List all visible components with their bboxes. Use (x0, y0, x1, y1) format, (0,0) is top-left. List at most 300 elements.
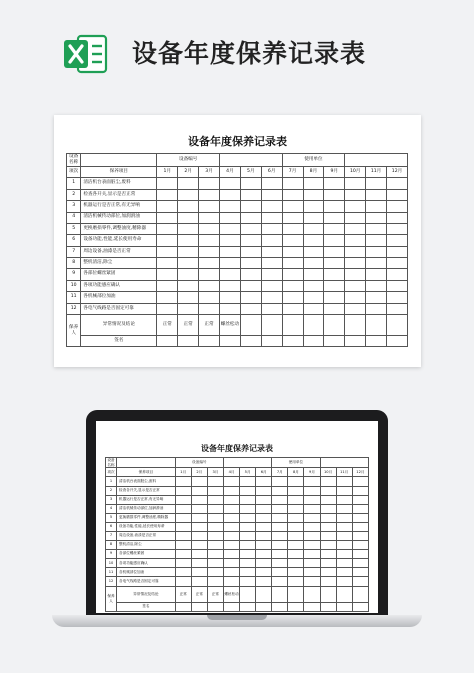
table-cell (324, 292, 345, 303)
item-description: 各项功能感应确认 (117, 559, 176, 568)
table-cell (303, 201, 324, 212)
item-number: 2 (67, 189, 81, 200)
table-cell (272, 559, 288, 568)
table-cell (282, 336, 303, 347)
table-cell (220, 154, 283, 167)
table-cell (261, 189, 282, 200)
table-cell (157, 178, 178, 189)
table-cell (199, 212, 220, 223)
table-cell (336, 477, 352, 486)
table-cell (117, 458, 176, 468)
month-header: 7月 (282, 166, 303, 177)
table-cell (191, 495, 207, 504)
table-row (106, 504, 369, 513)
table-row (67, 280, 408, 291)
laptop-notch (207, 615, 267, 620)
table-cell (272, 477, 288, 486)
table-cell (240, 603, 256, 612)
table-cell (336, 541, 352, 550)
table-cell (324, 201, 345, 212)
item-number: 10 (67, 280, 81, 291)
table-cell (157, 212, 178, 223)
table-cell (320, 486, 336, 495)
item-number: 12 (67, 303, 81, 314)
table-cell (256, 513, 272, 522)
table-cell (220, 201, 241, 212)
table-cell (178, 223, 199, 234)
table-cell (304, 532, 320, 541)
table-cell (352, 504, 368, 513)
table-cell (199, 178, 220, 189)
table-cell (320, 477, 336, 486)
table-cell (352, 550, 368, 559)
table-row (106, 477, 369, 486)
page-header (0, 0, 474, 100)
table-cell (304, 550, 320, 559)
table-cell (304, 541, 320, 550)
table-row (67, 189, 408, 200)
table-cell (272, 550, 288, 559)
table-cell (336, 504, 352, 513)
table-cell (282, 212, 303, 223)
table-cell (387, 223, 408, 234)
table-cell (336, 586, 352, 603)
month-header: 4月 (223, 468, 239, 477)
table-cell (387, 212, 408, 223)
table-cell (256, 603, 272, 612)
table-cell (261, 212, 282, 223)
staff-label: 保养人 (106, 586, 117, 611)
table-cell (366, 303, 387, 314)
month-header: 10月 (345, 166, 366, 177)
table-cell (304, 495, 320, 504)
table-cell (207, 568, 223, 577)
table-cell (220, 292, 241, 303)
item-description: 设备功能,性能,延长使用寿命 (81, 235, 157, 246)
table-cell (261, 315, 282, 336)
table-cell (324, 336, 345, 347)
table-cell (175, 513, 191, 522)
table-cell (256, 495, 272, 504)
table-cell (320, 504, 336, 513)
table-cell (157, 336, 178, 347)
month-header: 6月 (256, 468, 272, 477)
table-cell (175, 541, 191, 550)
table-cell (324, 223, 345, 234)
table-cell (191, 477, 207, 486)
table-cell (304, 513, 320, 522)
table-cell (320, 458, 368, 468)
table-cell (191, 513, 207, 522)
page-title: 设备年度保养记录表 (132, 39, 367, 68)
table-cell (220, 303, 241, 314)
item-description: 整机清洁,除尘 (117, 541, 176, 550)
table-cell (199, 280, 220, 291)
table-cell (303, 292, 324, 303)
table-cell (261, 235, 282, 246)
month-header: 9月 (324, 166, 345, 177)
item-description: 各部位螺丝紧固 (117, 550, 176, 559)
table-cell (320, 559, 336, 568)
table-cell (336, 559, 352, 568)
table-cell (272, 513, 288, 522)
table-cell (240, 477, 256, 486)
table-cell (320, 603, 336, 612)
table-cell (288, 477, 304, 486)
table-cell (324, 280, 345, 291)
table-cell (256, 486, 272, 495)
table-cell (157, 201, 178, 212)
table-cell (220, 280, 241, 291)
table-cell (320, 513, 336, 522)
table-cell (223, 541, 239, 550)
table-cell (345, 235, 366, 246)
table-cell (303, 178, 324, 189)
item-description: 检查各开关,显示是否正常 (117, 486, 176, 495)
table-cell (223, 522, 239, 531)
month-header: 12月 (387, 166, 408, 177)
table-cell (336, 550, 352, 559)
table-cell (223, 532, 239, 541)
table-row (67, 292, 408, 303)
table-cell (272, 586, 288, 603)
table-cell (366, 246, 387, 257)
table-cell (352, 577, 368, 586)
table-cell (223, 513, 239, 522)
table-cell (207, 603, 223, 612)
item-number: 3 (67, 201, 81, 212)
table-cell (345, 246, 366, 257)
table-row (67, 258, 408, 269)
item-description: 各项功能感应确认 (81, 280, 157, 291)
table-cell (366, 336, 387, 347)
item-number: 11 (106, 568, 117, 577)
table-cell (345, 154, 408, 167)
table-cell (207, 522, 223, 531)
month-header: 5月 (240, 468, 256, 477)
column-header-row (106, 468, 369, 477)
table-cell (223, 458, 271, 468)
table-cell (240, 522, 256, 531)
table-cell (387, 336, 408, 347)
table-cell (81, 154, 157, 167)
table-row (106, 550, 369, 559)
col-no-header: 项次 (106, 468, 117, 477)
month-header: 4月 (220, 166, 241, 177)
table-cell (282, 178, 303, 189)
table-cell (256, 577, 272, 586)
table-cell (352, 541, 368, 550)
table-cell (303, 336, 324, 347)
table-cell (175, 504, 191, 513)
table-cell (366, 315, 387, 336)
table-cell (207, 577, 223, 586)
table-cell (261, 223, 282, 234)
table-cell (366, 235, 387, 246)
table-cell (303, 223, 324, 234)
table-cell (345, 292, 366, 303)
month-header: 8月 (288, 468, 304, 477)
table-cell (157, 269, 178, 280)
month-header: 2月 (178, 166, 199, 177)
table-cell (272, 532, 288, 541)
table-cell (240, 269, 261, 280)
table-cell (320, 550, 336, 559)
table-cell (352, 568, 368, 577)
table-cell (178, 235, 199, 246)
table-row (67, 178, 408, 189)
status-normal: 正常 (207, 586, 223, 603)
table-cell (240, 223, 261, 234)
table-cell (199, 235, 220, 246)
header-row (67, 154, 408, 167)
table-row (106, 568, 369, 577)
table-cell (324, 315, 345, 336)
table-cell (157, 223, 178, 234)
table-cell (320, 568, 336, 577)
status-normal: 正常 (175, 586, 191, 603)
table-cell (336, 603, 352, 612)
table-cell (220, 235, 241, 246)
status-loose: 螺丝松动 (220, 315, 241, 336)
month-header: 9月 (304, 468, 320, 477)
table-cell (366, 258, 387, 269)
table-cell (366, 201, 387, 212)
table-cell (324, 178, 345, 189)
item-number: 12 (106, 577, 117, 586)
table-cell (220, 269, 241, 280)
status-normal: 正常 (178, 315, 199, 336)
item-description: 设备功能,性能,延长使用寿命 (117, 522, 176, 531)
item-description: 周边设备,油漆是否正常 (81, 246, 157, 257)
month-header: 5月 (240, 166, 261, 177)
table-cell (223, 559, 239, 568)
table-cell (175, 532, 191, 541)
table-cell (366, 223, 387, 234)
table-cell (178, 189, 199, 200)
table-cell (387, 269, 408, 280)
table-cell (199, 189, 220, 200)
table-cell (178, 212, 199, 223)
table-cell (240, 577, 256, 586)
table-cell (207, 477, 223, 486)
month-header: 12月 (352, 468, 368, 477)
month-header: 6月 (261, 166, 282, 177)
table-cell (288, 504, 304, 513)
item-description: 更换磨损零件,调整油度,精除器 (81, 223, 157, 234)
table-cell (282, 269, 303, 280)
table-cell (256, 541, 272, 550)
status-normal: 正常 (191, 586, 207, 603)
table-cell (336, 522, 352, 531)
table-cell (272, 495, 288, 504)
table-cell (240, 550, 256, 559)
table-cell (175, 603, 191, 612)
status-normal: 正常 (157, 315, 178, 336)
table-cell (240, 189, 261, 200)
form-title: 设备年度保养记录表 (188, 135, 287, 148)
item-number: 10 (106, 559, 117, 568)
table-cell (345, 269, 366, 280)
table-cell (282, 189, 303, 200)
table-cell (303, 246, 324, 257)
table-cell (345, 201, 366, 212)
device-no-label: 设备编号 (157, 154, 220, 167)
item-description: 清洁机台表面脏尘,废料 (117, 477, 176, 486)
table-cell (345, 280, 366, 291)
table-cell (191, 486, 207, 495)
table-cell (207, 504, 223, 513)
table-cell (223, 486, 239, 495)
device-name-label: 设备名称 (67, 154, 81, 167)
table-cell (256, 550, 272, 559)
table-row (67, 303, 408, 314)
table-row (106, 513, 369, 522)
table-cell (240, 486, 256, 495)
abnormal-label: 异常情况及结论 (81, 315, 157, 336)
table-cell (324, 269, 345, 280)
table-cell (207, 532, 223, 541)
table-cell (191, 603, 207, 612)
table-cell (240, 235, 261, 246)
abnormal-label: 异常情况及结论 (117, 586, 176, 603)
table-cell (240, 559, 256, 568)
table-cell (282, 235, 303, 246)
table-cell (387, 246, 408, 257)
item-number: 11 (67, 292, 81, 303)
item-description: 清洁机械传动部位,加润滑油 (117, 504, 176, 513)
table-cell (304, 522, 320, 531)
table-cell (240, 201, 261, 212)
table-cell (387, 303, 408, 314)
table-cell (256, 559, 272, 568)
table-cell (288, 550, 304, 559)
table-cell (303, 235, 324, 246)
table-cell (256, 532, 272, 541)
table-cell (324, 246, 345, 257)
table-cell (303, 189, 324, 200)
item-number: 6 (67, 235, 81, 246)
table-cell (175, 577, 191, 586)
table-cell (320, 577, 336, 586)
table-cell (387, 258, 408, 269)
table-cell (199, 223, 220, 234)
table-cell (199, 258, 220, 269)
table-cell (304, 559, 320, 568)
status-loose: 螺丝松动 (223, 586, 239, 603)
table-cell (240, 315, 261, 336)
table-cell (223, 477, 239, 486)
table-cell (320, 532, 336, 541)
table-cell (288, 513, 304, 522)
table-cell (261, 292, 282, 303)
table-cell (240, 568, 256, 577)
signature-row (106, 603, 369, 612)
table-cell (304, 486, 320, 495)
table-cell (256, 504, 272, 513)
dept-label: 使用单位 (282, 154, 345, 167)
item-description: 各部位螺丝紧固 (81, 269, 157, 280)
table-cell (282, 315, 303, 336)
month-header: 3月 (199, 166, 220, 177)
table-row (67, 269, 408, 280)
table-cell (256, 586, 272, 603)
table-cell (352, 477, 368, 486)
table-cell (223, 577, 239, 586)
table-cell (191, 559, 207, 568)
table-cell (352, 532, 368, 541)
table-cell (303, 258, 324, 269)
table-cell (345, 336, 366, 347)
table-cell (303, 315, 324, 336)
table-cell (304, 577, 320, 586)
table-row (106, 559, 369, 568)
table-cell (256, 568, 272, 577)
table-cell (157, 280, 178, 291)
month-header: 1月 (157, 166, 178, 177)
table-cell (387, 235, 408, 246)
item-number: 7 (106, 532, 117, 541)
item-description: 机器运行是否正常,有无异响 (117, 495, 176, 504)
table-cell (272, 522, 288, 531)
table-cell (240, 303, 261, 314)
table-cell (199, 336, 220, 347)
table-cell (288, 541, 304, 550)
table-cell (220, 246, 241, 257)
table-cell (223, 504, 239, 513)
item-description: 清洁机械传动部位,加润滑油 (81, 212, 157, 223)
table-cell (387, 189, 408, 200)
abnormal-row (67, 315, 408, 336)
table-cell (240, 292, 261, 303)
table-cell (336, 513, 352, 522)
item-number: 1 (67, 178, 81, 189)
table-cell (240, 495, 256, 504)
table-cell (303, 269, 324, 280)
table-cell (304, 603, 320, 612)
table-cell (387, 292, 408, 303)
table-cell (207, 550, 223, 559)
table-cell (178, 269, 199, 280)
table-cell (288, 603, 304, 612)
table-cell (191, 532, 207, 541)
table-cell (272, 577, 288, 586)
table-cell (320, 522, 336, 531)
table-cell (345, 189, 366, 200)
table-cell (272, 486, 288, 495)
table-cell (207, 559, 223, 568)
table-cell (282, 201, 303, 212)
item-description: 机器运行是否正常,有无异响 (81, 201, 157, 212)
abnormal-row (106, 586, 369, 603)
table-row (67, 223, 408, 234)
table-cell (345, 258, 366, 269)
col-item-header: 保养项目 (117, 468, 176, 477)
status-normal: 正常 (199, 315, 220, 336)
table-cell (240, 586, 256, 603)
month-header: 2月 (191, 468, 207, 477)
table-cell (366, 212, 387, 223)
month-header: 11月 (366, 166, 387, 177)
table-cell (220, 212, 241, 223)
table-cell (352, 522, 368, 531)
item-description: 各机械部位加油 (117, 568, 176, 577)
table-cell (261, 178, 282, 189)
table-cell (336, 532, 352, 541)
month-header: 11月 (336, 468, 352, 477)
table-cell (178, 201, 199, 212)
table-cell (175, 486, 191, 495)
